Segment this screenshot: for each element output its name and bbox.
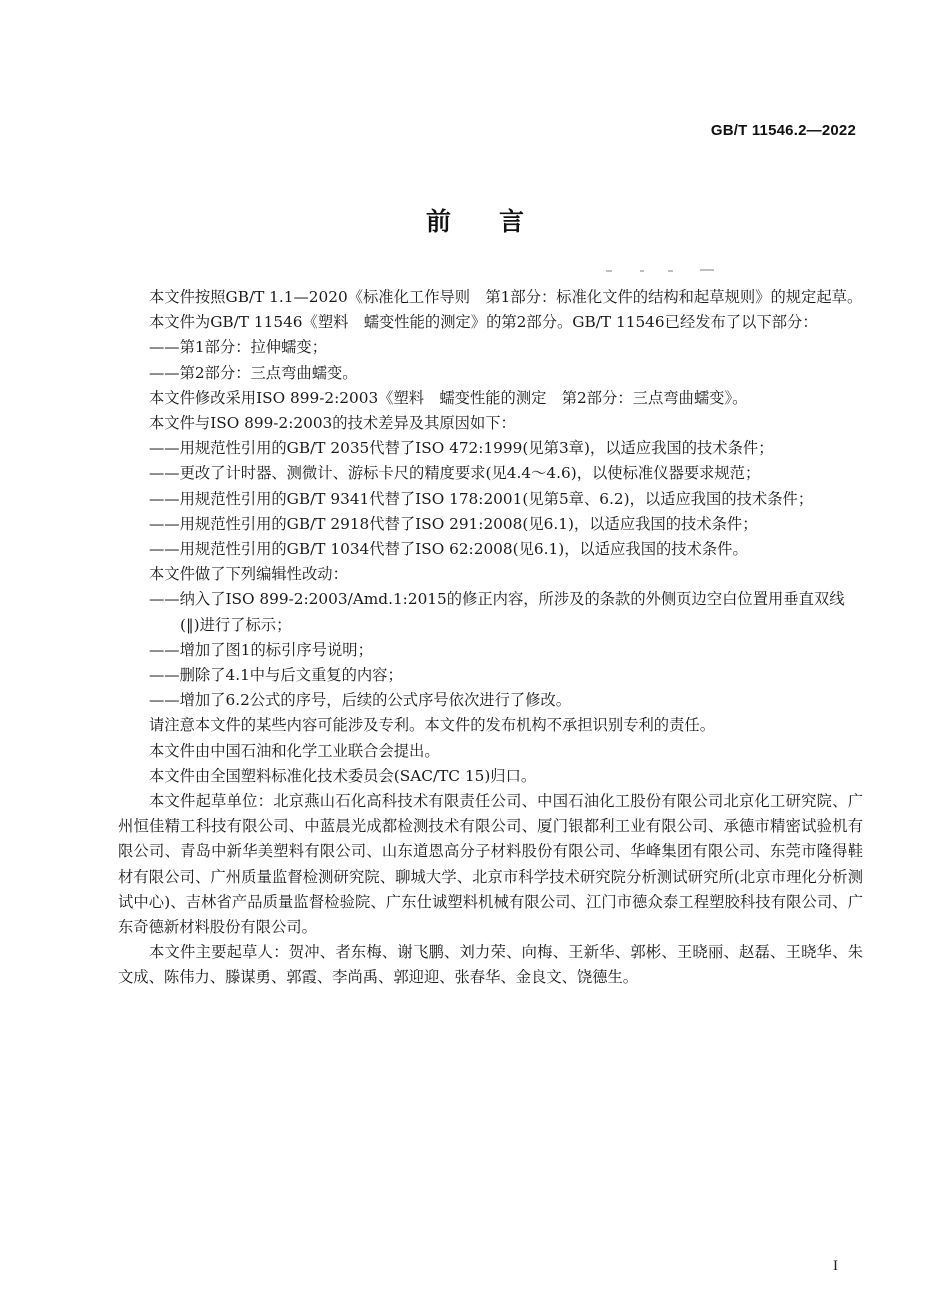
- list-item: ——第2部分：三点弯曲蠕变。: [149, 363, 358, 382]
- list-item: ——删除了4.1中与后文重复的内容；: [149, 666, 403, 685]
- paragraph: 本文件做了下列编辑性改动：: [149, 565, 348, 584]
- list-item: ——第1部分：拉伸蠕变；: [149, 338, 327, 357]
- paragraph: 本文件按照GB/T 1.1—2020《标准化工作导则 第1部分：标准化文件的结构和起草规则》的规定起草。: [149, 288, 863, 306]
- scan-speck: [668, 270, 673, 272]
- paragraph: 请注意本文件的某些内容可能涉及专利。本文件的发布机构不承担识别专利的责任。: [149, 716, 715, 735]
- paragraph: 本文件由全国塑料标准化技术委员会(SAC/TC 15)归口。: [149, 766, 537, 785]
- paragraph: 本文件修改采用ISO 899-2:2003《塑料 蠕变性能的测定 第2部分：三点弯曲蠕变》。: [149, 388, 748, 407]
- paragraph: 本文件为GB/T 11546《塑料 蠕变性能的测定》的第2部分。GB/T 11546已经发布了以下部分：: [149, 313, 818, 332]
- page-title: 前言: [425, 207, 572, 236]
- list-item: ——纳入了ISO 899-2:2003/Amd.1:2015的修正内容，所涉及的条款的外侧页边空白位置用垂直双线(‖)进行了标示；: [149, 590, 845, 634]
- page-number: I: [833, 1258, 838, 1274]
- standard-code: GB/T 11546.2—2022: [710, 122, 856, 139]
- drafting-units-paragraph: 本文件起草单位：北京燕山石化高科技术有限责任公司、中国石油化工股份有限公司北京化工研究院、广州恒佳精工科技有限公司、中蓝晨光成都检测技术有限公司、厦门银都利工业有限公司、承德市精密试验机有限公司、青岛中新华美塑料有限公司、山东道恩高分子材料股份有限公司、华峰集团有限公司、东莞市隆得鞋材有限公司、广州质量监督检测研究院、聊城大学、北京市科学技术研究院分析测试研究所(北京市理化分析测试中心)、吉林省产品质量监督检验院、广东仕诚塑料机械有限公司、江门市德众泰工程塑胶科技有限公司、广东奇德新材料股份有限公司。: [118, 792, 863, 937]
- scan-speck: [640, 270, 644, 272]
- drafters-paragraph: 本文件主要起草人：贺冲、者东梅、谢飞鹏、刘力荣、向梅、王新华、郭彬、王晓丽、赵磊、王晓华、朱文成、陈伟力、滕谋勇、郭霞、李尚禹、郭迎迎、张春华、金良文、饶德生。: [118, 943, 863, 987]
- paragraph: 本文件与ISO 899-2:2003的技术差异及其原因如下：: [149, 414, 516, 433]
- list-item: ——增加了图1的标引序号说明；: [149, 640, 373, 659]
- scan-speck: [606, 270, 612, 272]
- scan-speck: [700, 269, 714, 271]
- foreword-body: [118, 285, 863, 991]
- list-item: ——增加了6.2公式的序号，后续的公式序号依次进行了修改。: [149, 691, 572, 710]
- list-item: ——用规范性引用的GB/T 2035代替了ISO 472:1999(见第3章)，以适应我国的技术条件；: [149, 439, 774, 458]
- paragraph: 本文件由中国石油和化学工业联合会提出。: [149, 741, 440, 760]
- list-item: ——用规范性引用的GB/T 9341代替了ISO 178:2001(见第5章、6.2)，以适应我国的技术条件；: [149, 489, 814, 508]
- list-item: ——用规范性引用的GB/T 2918代替了ISO 291:2008(见6.1)，以适应我国的技术条件；: [149, 514, 758, 533]
- list-item: ——用规范性引用的GB/T 1034代替了ISO 62:2008(见6.1)，以适应我国的技术条件。: [149, 540, 748, 559]
- list-item: ——更改了计时器、测微计、游标卡尺的精度要求(见4.4～4.6)，以使标准仪器要求规范；: [149, 464, 761, 483]
